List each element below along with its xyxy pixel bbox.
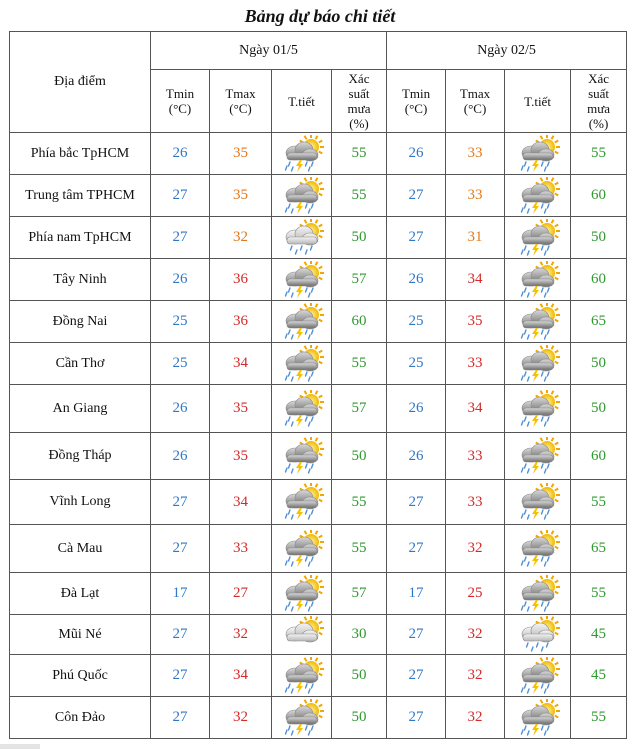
- rain-chance-value: 50: [332, 217, 387, 259]
- weather-cell: [272, 697, 332, 739]
- rain-chance-value: 50: [332, 433, 387, 480]
- rain-chance-value: 50: [571, 385, 627, 433]
- rain-chance-value: 55: [571, 480, 627, 525]
- table-row: [10, 655, 627, 697]
- thunderstorm-rain-icon: [272, 483, 331, 521]
- tmax-value: 34: [446, 259, 505, 301]
- rain-chance-value: 60: [571, 259, 627, 301]
- thunderstorm-rain-icon: [505, 575, 570, 613]
- tmax-value: 35: [446, 301, 505, 343]
- tmax-value: 33: [446, 480, 505, 525]
- thunderstorm-rain-icon: [272, 177, 331, 215]
- rain-chance-value: 50: [332, 697, 387, 739]
- day2-rain-chance-header: Xác suất mưa (%): [571, 70, 627, 133]
- tmax-value: 34: [210, 480, 272, 525]
- table-row: [10, 433, 627, 480]
- tmax-value: 35: [210, 175, 272, 217]
- table-row: [10, 385, 627, 433]
- tmin-value: 25: [151, 343, 210, 385]
- table-row: [10, 697, 627, 739]
- tmax-value: 32: [210, 217, 272, 259]
- thunderstorm-rain-icon: [272, 261, 331, 299]
- tmax-value: 32: [210, 697, 272, 739]
- rain-chance-value: 55: [332, 133, 387, 175]
- tmin-value: 26: [151, 259, 210, 301]
- tmin-value: 27: [151, 175, 210, 217]
- location-name: Đồng Tháp: [10, 433, 151, 480]
- day2-weather-header: T.tiết: [505, 70, 571, 133]
- location-name: Cà Mau: [10, 525, 151, 573]
- tmin-value: 25: [387, 343, 446, 385]
- rain-chance-value: 50: [571, 217, 627, 259]
- tmax-value: 33: [446, 133, 505, 175]
- tmin-value: 27: [387, 217, 446, 259]
- weather-cell: [272, 301, 332, 343]
- sun-cloud-icon: [272, 616, 331, 654]
- location-name: Phía nam TpHCM: [10, 217, 151, 259]
- rain-chance-value: 55: [571, 697, 627, 739]
- tmax-value: 32: [446, 655, 505, 697]
- location-name: Mũi Né: [10, 615, 151, 655]
- tmin-value: 27: [151, 525, 210, 573]
- thunderstorm-rain-icon: [505, 530, 570, 568]
- thunderstorm-rain-icon: [272, 657, 331, 695]
- rain-chance-value: 45: [571, 655, 627, 697]
- day1-tmax-header: Tmax (°C): [210, 70, 272, 133]
- location-name: Phía bắc TpHCM: [10, 133, 151, 175]
- location-name: Trung tâm TPHCM: [10, 175, 151, 217]
- tmax-value: 32: [210, 615, 272, 655]
- tmin-value: 26: [151, 433, 210, 480]
- table-row: [10, 525, 627, 573]
- weather-cell: [505, 655, 571, 697]
- tmin-value: 25: [387, 301, 446, 343]
- thunderstorm-rain-icon: [505, 699, 570, 737]
- weather-cell: [505, 217, 571, 259]
- sun-cloud-shower-icon: [272, 219, 331, 257]
- weather-cell: [272, 133, 332, 175]
- bottom-edge-mark: [0, 744, 40, 749]
- page-title: Bảng dự báo chi tiết: [244, 6, 396, 26]
- weather-cell: [272, 217, 332, 259]
- table-row: [10, 301, 627, 343]
- location-name: Phú Quốc: [10, 655, 151, 697]
- day2-tmax-header: Tmax (°C): [446, 70, 505, 133]
- tmax-value: 33: [446, 343, 505, 385]
- thunderstorm-rain-icon: [272, 303, 331, 341]
- weather-cell: [272, 433, 332, 480]
- rain-chance-value: 55: [571, 573, 627, 615]
- thunderstorm-rain-icon: [505, 657, 570, 695]
- thunderstorm-rain-icon: [505, 483, 570, 521]
- rain-chance-value: 60: [332, 301, 387, 343]
- thunderstorm-rain-icon: [272, 530, 331, 568]
- tmax-value: 34: [446, 385, 505, 433]
- rain-chance-value: 57: [332, 573, 387, 615]
- tmax-value: 27: [210, 573, 272, 615]
- tmin-value: 27: [387, 615, 446, 655]
- rain-chance-value: 45: [571, 615, 627, 655]
- table-row: [10, 217, 627, 259]
- rain-chance-value: 55: [332, 525, 387, 573]
- day1-rain-chance-header: Xác suất mưa (%): [332, 70, 387, 133]
- rain-chance-value: 55: [571, 133, 627, 175]
- tmin-value: 27: [151, 480, 210, 525]
- weather-cell: [505, 697, 571, 739]
- weather-cell: [505, 259, 571, 301]
- rain-chance-value: 57: [332, 385, 387, 433]
- thunderstorm-rain-icon: [505, 390, 570, 428]
- rain-chance-value: 57: [332, 259, 387, 301]
- table-row: [10, 343, 627, 385]
- rain-chance-value: 65: [571, 525, 627, 573]
- weather-cell: [272, 525, 332, 573]
- weather-cell: [272, 259, 332, 301]
- day1-header: Ngày 01/5: [151, 32, 387, 70]
- forecast-table: [9, 31, 627, 739]
- rain-chance-value: 30: [332, 615, 387, 655]
- weather-cell: [505, 301, 571, 343]
- thunderstorm-rain-icon: [272, 345, 331, 383]
- weather-cell: [505, 615, 571, 655]
- table-row: [10, 573, 627, 615]
- weather-cell: [505, 480, 571, 525]
- location-name: Vĩnh Long: [10, 480, 151, 525]
- rain-chance-value: 55: [332, 343, 387, 385]
- location-name: An Giang: [10, 385, 151, 433]
- tmax-value: 32: [446, 697, 505, 739]
- thunderstorm-rain-icon: [272, 390, 331, 428]
- sun-cloud-shower-icon: [505, 616, 570, 654]
- weather-cell: [505, 175, 571, 217]
- weather-cell: [272, 615, 332, 655]
- tmin-value: 27: [387, 655, 446, 697]
- day2-header: Ngày 02/5: [387, 32, 627, 70]
- tmax-value: 36: [210, 259, 272, 301]
- rain-chance-value: 50: [332, 655, 387, 697]
- table-row: [10, 175, 627, 217]
- thunderstorm-rain-icon: [505, 303, 570, 341]
- tmin-value: 27: [387, 697, 446, 739]
- weather-cell: [505, 433, 571, 480]
- tmin-value: 17: [151, 573, 210, 615]
- weather-cell: [272, 655, 332, 697]
- rain-chance-value: 55: [332, 480, 387, 525]
- tmax-value: 25: [446, 573, 505, 615]
- weather-cell: [272, 573, 332, 615]
- tmin-value: 26: [387, 433, 446, 480]
- tmax-value: 33: [446, 433, 505, 480]
- tmin-value: 26: [387, 259, 446, 301]
- thunderstorm-rain-icon: [272, 575, 331, 613]
- thunderstorm-rain-icon: [505, 345, 570, 383]
- tmax-value: 33: [210, 525, 272, 573]
- weather-cell: [272, 175, 332, 217]
- rain-chance-value: 55: [332, 175, 387, 217]
- location-name: Đồng Nai: [10, 301, 151, 343]
- thunderstorm-rain-icon: [272, 135, 331, 173]
- rain-chance-value: 50: [571, 343, 627, 385]
- tmin-value: 27: [151, 655, 210, 697]
- rain-chance-value: 65: [571, 301, 627, 343]
- location-name: Đà Lạt: [10, 573, 151, 615]
- thunderstorm-rain-icon: [505, 261, 570, 299]
- tmin-value: 27: [151, 217, 210, 259]
- tmax-value: 35: [210, 433, 272, 480]
- weather-cell: [505, 385, 571, 433]
- weather-cell: [272, 480, 332, 525]
- tmin-value: 27: [387, 480, 446, 525]
- table-row: [10, 259, 627, 301]
- weather-cell: [505, 573, 571, 615]
- tmax-value: 33: [446, 175, 505, 217]
- weather-cell: [505, 525, 571, 573]
- day2-tmin-header: Tmin (°C): [387, 70, 446, 133]
- tmax-value: 35: [210, 385, 272, 433]
- tmin-value: 25: [151, 301, 210, 343]
- table-row: [10, 133, 627, 175]
- tmin-value: 27: [151, 615, 210, 655]
- tmax-value: 34: [210, 343, 272, 385]
- tmin-value: 26: [151, 385, 210, 433]
- table-row: [10, 615, 627, 655]
- tmax-value: 31: [446, 217, 505, 259]
- rain-chance-value: 60: [571, 433, 627, 480]
- location-name: Côn Đảo: [10, 697, 151, 739]
- tmax-value: 36: [210, 301, 272, 343]
- thunderstorm-rain-icon: [505, 177, 570, 215]
- tmin-value: 17: [387, 573, 446, 615]
- location-name: Tây Ninh: [10, 259, 151, 301]
- weather-cell: [272, 343, 332, 385]
- tmin-value: 26: [151, 133, 210, 175]
- tmin-value: 26: [387, 385, 446, 433]
- thunderstorm-rain-icon: [505, 219, 570, 257]
- thunderstorm-rain-icon: [272, 699, 331, 737]
- day1-tmin-header: Tmin (°C): [151, 70, 210, 133]
- thunderstorm-rain-icon: [505, 135, 570, 173]
- location-header: Địa điểm: [10, 32, 151, 133]
- thunderstorm-rain-icon: [505, 437, 570, 475]
- tmax-value: 35: [210, 133, 272, 175]
- table-row: [10, 480, 627, 525]
- location-name: Cần Thơ: [10, 343, 151, 385]
- day1-weather-header: T.tiết: [272, 70, 332, 133]
- tmax-value: 32: [446, 615, 505, 655]
- weather-cell: [505, 133, 571, 175]
- tmin-value: 27: [151, 697, 210, 739]
- thunderstorm-rain-icon: [272, 437, 331, 475]
- weather-cell: [505, 343, 571, 385]
- weather-cell: [272, 385, 332, 433]
- tmax-value: 32: [446, 525, 505, 573]
- tmin-value: 27: [387, 525, 446, 573]
- rain-chance-value: 60: [571, 175, 627, 217]
- tmin-value: 27: [387, 175, 446, 217]
- tmin-value: 26: [387, 133, 446, 175]
- tmax-value: 34: [210, 655, 272, 697]
